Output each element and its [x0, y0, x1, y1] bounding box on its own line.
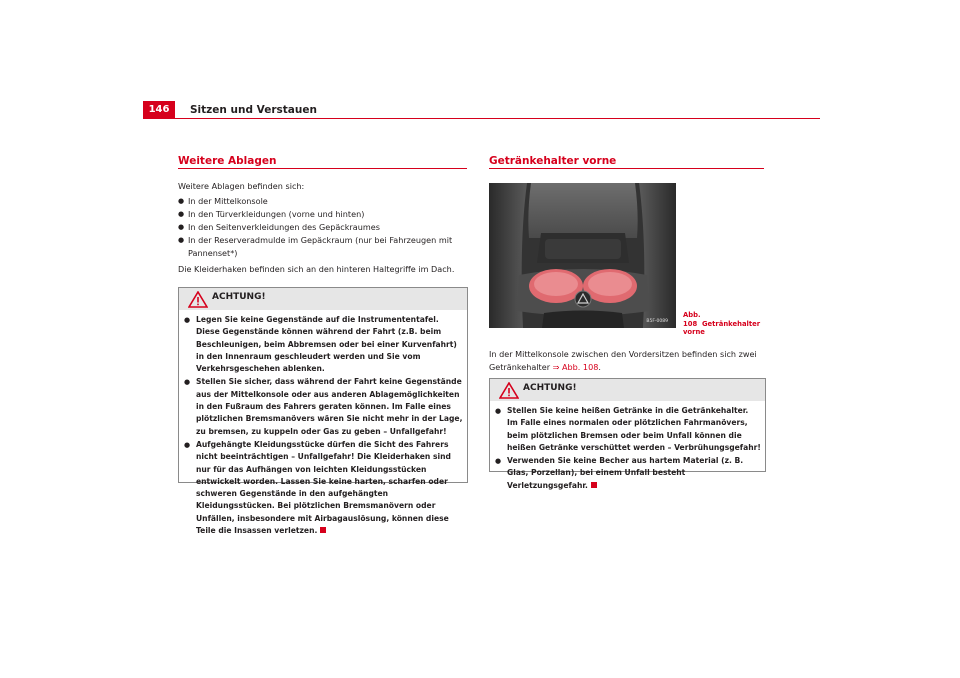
warning-item: ● Stellen Sie keine heißen Getränke in die Getränkehalter. Im Falle eines normalen oder plötzlichen Fahrmanövers, beim plötzlichen Bremsen oder beim Unfall können die heißen Getränke verschüttet werden – Verbrühungsgefahr!: [495, 405, 761, 454]
section-title-getraenkehalter: Getränkehalter vorne: [489, 155, 617, 167]
warning-box-right: [489, 378, 766, 490]
list-item: ● In der Mittelkonsole: [178, 195, 467, 208]
coat-hook-text: Die Kleiderhaken befinden sich an den hinteren Haltegriffe im Dach.: [178, 264, 455, 274]
warning-title: ACHTUNG!: [523, 383, 577, 393]
warning-triangle-icon: [499, 382, 519, 399]
warning-box-left: [178, 287, 468, 536]
intro-text: Weitere Ablagen befinden sich:: [178, 181, 305, 191]
paragraph-end: .: [598, 362, 601, 372]
header-rule: [143, 118, 820, 119]
left-body: [178, 180, 467, 276]
figure-reference-link[interactable]: ⇒ Abb. 108: [552, 362, 599, 372]
list-item: ● In den Türverkleidungen (vorne und hinten): [178, 208, 467, 221]
cupholder-paragraph: [489, 348, 771, 374]
end-mark: [320, 527, 326, 533]
warning-item: ● Stellen Sie sicher, dass während der Fahrt keine Gegenstände aus der Mittelkonsole oder aus anderen Ablagemöglichkeiten in den Fußraum des Fahrers geraten können. Im Falle eines plötzlichen Bremsmanövers wären Sie nicht mehr in der Lage, zu bremsen, zu kuppeln oder Gas zu geben – Unfallgefahr!: [184, 376, 463, 437]
warning-body: [179, 310, 467, 544]
warning-header: [179, 288, 467, 310]
paragraph-text: In der Mittelkonsole zwischen den Vordersitzen befinden sich zwei Getränkehalter: [489, 349, 757, 372]
section-rule: [489, 168, 764, 169]
figure-code: B5F-0089: [646, 319, 668, 324]
section-title-weitere-ablagen: Weitere Ablagen: [178, 155, 277, 167]
list-item: ● In den Seitenverkleidungen des Gepäckraumes: [178, 221, 467, 234]
warning-triangle-icon: [188, 291, 208, 308]
caption-text: Getränkehalter vorne: [683, 319, 761, 336]
warning-item: ● Legen Sie keine Gegenstände auf die Instrumententafel. Diese Gegenstände können während der Fahrt (z.B. beim Beschleunigen, beim Abbremsen oder bei einer Kurvenfahrt) in den Innenraum geschleudert werden und Sie vom Verkehrsgeschehen ablenken.: [184, 314, 463, 375]
warning-title: ACHTUNG!: [212, 292, 266, 302]
storage-list: [178, 195, 467, 260]
warning-item: ● Aufgehängte Kleidungsstücke dürfen die Sicht des Fahrers nicht beeinträchtigen – Unfallgefahr! Die Kleiderhaken sind nur für das Aufhängen von leichten Kleidungsstücken entwickelt worden. Lassen Sie keine harten, scharfen oder schweren Gegenstände in den aufgehängten Kleidungsstücken. Bei plötzlichen Bremsmanövern oder Unfällen, insbesondere mit Airbagauslösung, können diese Teile die Insassen verletzen.: [184, 439, 463, 537]
running-head: Sitzen und Verstauen: [190, 104, 317, 116]
cupholder-figure: [489, 183, 676, 328]
warning-item: ● Verwenden Sie keine Becher aus hartem Material (z. B. Glas, Porzellan), bei einem Unfall besteht Verletzungsgefahr.: [495, 455, 761, 492]
section-rule: [178, 168, 467, 169]
warning-body: [490, 401, 765, 499]
figure-caption: [683, 311, 768, 337]
warning-header: [490, 379, 765, 401]
caption-label: Abb. 108: [683, 311, 701, 328]
cupholder-illustration: [489, 183, 676, 328]
end-mark: [591, 482, 597, 488]
page-number: 146: [143, 101, 175, 119]
list-item: ● In der Reserveradmulde im Gepäckraum (nur bei Fahrzeugen mit Pannenset*): [178, 234, 467, 260]
